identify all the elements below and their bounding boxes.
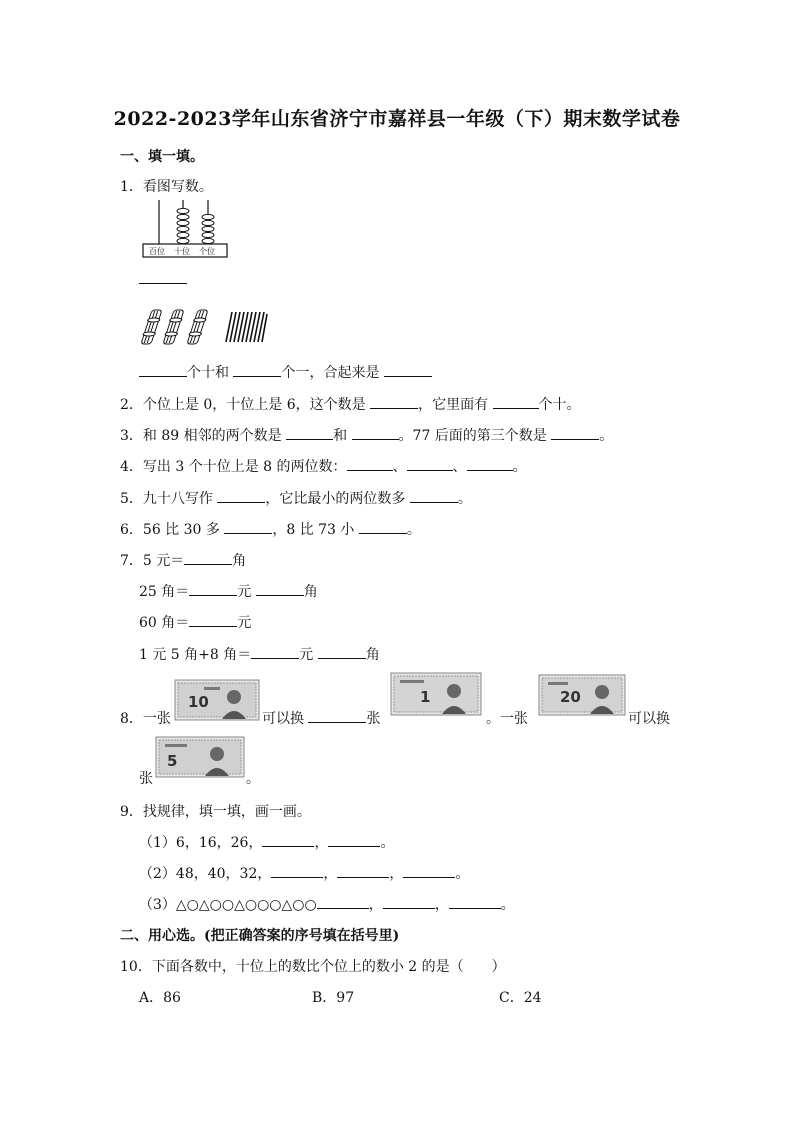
banknote-1-value: 1	[420, 688, 431, 706]
q5-blank-2[interactable]	[410, 488, 458, 503]
q9-blank-8[interactable]	[449, 894, 501, 909]
q10-choice-b[interactable]: B．97	[312, 990, 355, 1006]
q10-text: 10．下面各数中，十位上的数比个位上的数小 2 的是（ ）	[120, 959, 506, 975]
q7-blank-6[interactable]	[318, 644, 366, 659]
q8-text-5: 。	[246, 771, 260, 787]
q7-blank-2[interactable]	[189, 581, 237, 596]
q6-line: 6．56 比 30 多 ，8 比 73 小 。	[120, 519, 421, 539]
q10-choice-a[interactable]: A．86	[139, 990, 181, 1006]
q3-blank-1[interactable]	[286, 425, 333, 440]
section-fill-in: 一、填一填。	[120, 149, 204, 165]
q8-blank-1[interactable]	[308, 708, 366, 723]
q7-blank-1[interactable]	[184, 550, 232, 565]
q7-line-1: 7．5 元＝ 角	[120, 550, 246, 570]
q7-line-4: 1 元 5 角+8 角＝ 元 角	[139, 644, 380, 664]
abacus-image	[141, 198, 231, 260]
abacus-label-ones: 个位	[199, 247, 215, 256]
banknote-10-value: 10	[188, 693, 209, 711]
q8-line-a: 可以换 张	[262, 708, 380, 728]
q7-line-2: 25 角＝ 元 角	[139, 581, 318, 601]
q2-blank-1[interactable]	[370, 394, 418, 409]
banknote-10-image	[174, 679, 260, 721]
q6-blank-1[interactable]	[224, 519, 272, 534]
q8-text-1: 8．一张	[120, 711, 171, 727]
q2-line: 2．个位上是 0，十位上是 6，这个数是 ，它里面有 个十。	[120, 394, 581, 414]
q3-blank-3[interactable]	[551, 425, 599, 440]
q9-part-2: （2）48，40，32， ， ， 。	[139, 863, 469, 883]
q4-blank-1[interactable]	[347, 456, 393, 471]
q9-part-3: （3）△○△○○△○○○△○○ ， ， 。	[139, 894, 515, 914]
q1-blank-tens[interactable]	[139, 362, 187, 377]
banknote-20-value: 20	[560, 688, 581, 706]
q8-text-3: 可以换	[628, 711, 670, 727]
q9-blank-6[interactable]	[317, 894, 369, 909]
q10-choice-c[interactable]: C．24	[499, 990, 542, 1006]
sticks-image	[140, 308, 268, 346]
q9-title: 9．找规律，填一填，画一画。	[120, 804, 311, 820]
q7-blank-5[interactable]	[251, 644, 299, 659]
q1-blank-total[interactable]	[384, 362, 432, 377]
q3-line: 3．和 89 相邻的两个数是 和 。77 后面的第三个数是 。	[120, 425, 613, 445]
q6-blank-2[interactable]	[359, 519, 407, 534]
q9-blank-5[interactable]	[403, 863, 455, 878]
q9-blank-4[interactable]	[337, 863, 389, 878]
q8-text-2: 。一张	[486, 711, 528, 727]
q9-blank-1[interactable]	[262, 832, 314, 847]
q7-blank-4[interactable]	[189, 612, 237, 627]
q4-line: 4．写出 3 个十位上是 8 的两位数： 、 、 。	[120, 456, 527, 476]
q2-blank-2[interactable]	[493, 394, 539, 409]
q8-text-4: 张	[139, 771, 153, 787]
q4-blank-2[interactable]	[407, 456, 453, 471]
q7-blank-3[interactable]	[256, 581, 304, 596]
q4-blank-3[interactable]	[467, 456, 513, 471]
abacus-label-hundreds: 百位	[149, 247, 165, 256]
q7-line-3: 60 角＝ 元	[139, 612, 251, 632]
banknote-5-image	[155, 736, 245, 778]
q5-line: 5．九十八写作 ，它比最小的两位数多 。	[120, 488, 472, 508]
q5-blank-1[interactable]	[217, 488, 265, 503]
abacus-label-tens: 十位	[174, 247, 190, 256]
q1-blank-ones[interactable]	[233, 362, 281, 377]
page-title: 2022-2023学年山东省济宁市嘉祥县一年级（下）期末数学试卷	[113, 108, 681, 130]
section-choose: 二、用心选。(把正确答案的序号填在括号里)	[120, 928, 400, 944]
q1-answer-line: 个十和 个一，合起来是	[139, 362, 432, 382]
banknote-5-value: 5	[167, 752, 178, 770]
banknote-1-image	[390, 672, 482, 716]
banknote-20-image	[538, 674, 626, 716]
q9-blank-7[interactable]	[383, 894, 435, 909]
q9-blank-2[interactable]	[328, 832, 380, 847]
q1-answer-blank-1[interactable]	[139, 283, 187, 284]
q9-blank-3[interactable]	[271, 863, 323, 878]
q9-part-1: （1）6，16，26， ， 。	[139, 832, 394, 852]
q1-title: 1．看图写数。	[120, 179, 213, 195]
q3-blank-2[interactable]	[352, 425, 399, 440]
